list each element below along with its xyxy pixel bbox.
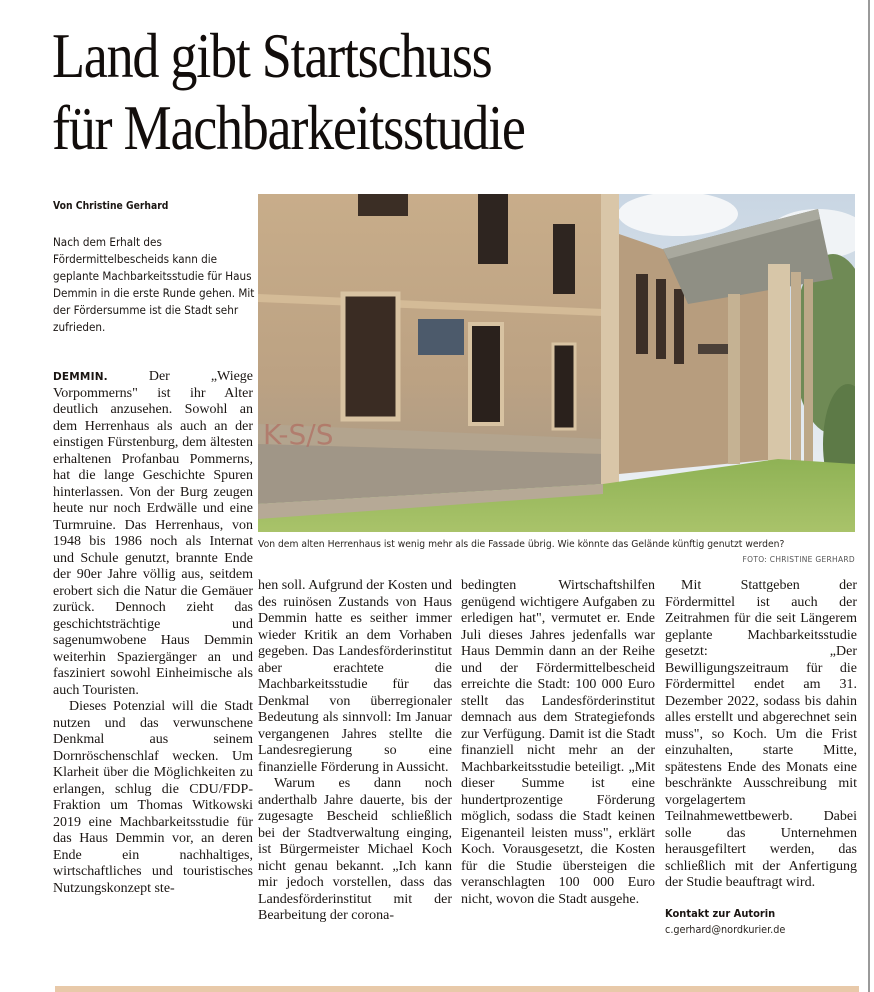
column-1 xyxy=(53,369,253,897)
article-photo xyxy=(258,194,855,532)
column-2 xyxy=(258,578,452,925)
paragraph-6: Mit Stattgeben der Fördermittel ist auch der Zeitrahmen für die seit Längerem geplante Machbarkeitsstudie gesetzt: „Der Bewilligungszeitraum für die Fördermittel endet am 31. Dezember 2022, sodass bis dahin alles erstellt und abgerechnet sein muss", so Koch. Um die Frist einzuhalten, starte Mitte, spätestens Ende des Monats eine beschränkte Ausschreibung mit vorgelagertem Teilnahmewettbewerb. Dabei solle das Unternehmen herausgefiltert werden, das schließlich mit der Anfertigung der Studie beauftragt wird. xyxy=(665,578,857,890)
manor-house-photo xyxy=(258,194,855,532)
photo-credit: FOTO: CHRISTINE GERHARD xyxy=(742,555,855,564)
paragraph-5: bedingten Wirtschaftshilfen genügend wichtigere Aufgaben zu erledigen hat", vermutet er. Ende Juli dieses Jahres jedenfalls war Haus Demmin dann an der Reihe und der Fördermittelbescheid erreichte die Stadt: 100 000 Euro stellt das Landesförderinstitut demnach aus dem Strategiefonds zur Verfügung. Damit ist die Stadt finanziell nicht mehr an der Machbarkeitsstudie beteiligt. „Mit dieser Summe ist eine hundertprozentige Förderung möglich, sodass die Stadt keinen Eigenanteil leisten muss", erklärt Koch. Vorausgesetzt, die Kosten für die Studie übersteigen die veranschlagten 100 000 Euro nicht, wovon die Stadt ausgehe. xyxy=(461,578,655,907)
byline: Von Christine Gerhard xyxy=(53,200,169,212)
paragraph-4: Warum es dann noch anderthalb Jahre dauerte, bis der zugesagte Bescheid schließlich bei der Stadtverwaltung einging, ist Bürgermeister Michael Koch nicht genau bekannt. „Ich kann mir jedoch vorstellen, dass das Landesförderinstitut mit der Bearbeitung der corona- xyxy=(258,776,452,923)
headline-line-2: für Machbarkeitsstudie xyxy=(52,93,525,163)
paragraph-3: hen soll. Aufgrund der Kosten und des ruinösen Zustands von Haus Demmin hatte es seither immer wieder Kritik an dem Vorhaben gegeben. Das Landesförderinstitut aber erachtete die Machbarkeitsstudie für das Denkmal von überregionaler Bedeutung als sinnvoll: Im Januar vergangenen Jahres stellte die Landesregierung so eine finanzielle Förderung in Aussicht. xyxy=(258,578,452,775)
paragraph-1-text: Der „Wiege Vorpommerns" ist ihr Alter deutlich anzusehen. Sowohl an dem Herrenhaus als auch an der einstigen Fürstenburg, dem ältesten erhaltenen Profanbau Pommerns, hat die lange Geschichte Spuren hinterlassen. Von der Burg zeugen heute nur noch Erdwälle und eine Turmruine. Das Herrenhaus, von 1948 bis 1986 noch als Internat und Schule genutzt, brannte Ende der 90er Jahre völlig aus, seitdem erobert sich die Natur die Gemäuer zurück. Dennoch zieht das geschichtsträchtige und sagenumwobene Haus Demmin weiterhin Spaziergänger an und fasziniert sowohl Einheimische als auch Touristen. xyxy=(53,369,254,698)
photo-caption xyxy=(258,538,855,564)
headline-line-1: Land gibt Startschuss xyxy=(52,21,492,91)
dateline: DEMMIN. xyxy=(53,371,108,383)
paragraph-2: Dieses Potenzial will die Stadt nutzen und das verwunschene Denkmal aus seinem Dornröschenschlaf wecken. Um Klarheit über die Möglichkeiten zu erlangen, schlug die CDU/FDP-Fraktion um Thomas Witkowski 2019 eine Machbarkeitsstudie für das Haus Demmin vor, an deren Ende ein nachhaltiges, wirtschaftliches und touristisches Nutzungskonzept ste- xyxy=(53,699,253,896)
column-3 xyxy=(461,578,655,908)
author-contact xyxy=(665,906,857,939)
svg-text:K-S/S: K-S/S xyxy=(263,418,334,451)
lead-paragraph: Nach dem Erhalt des Fördermittelbescheids kann die geplante Machbarkeitsstudie für Haus Demmin in die erste Runde gehen. Mit der Fördersumme ist die Stadt sehr zufrieden. xyxy=(53,235,255,334)
headline xyxy=(52,20,740,164)
contact-email-link[interactable]: c.gerhard@nordkurier.de xyxy=(665,923,786,936)
contact-label: Kontakt zur Autorin xyxy=(665,906,776,920)
paragraph-1 xyxy=(53,369,253,699)
page-edge-rule xyxy=(868,0,870,992)
bottom-accent-band xyxy=(55,986,859,992)
column-4 xyxy=(665,578,857,939)
caption-text: Von dem alten Herrenhaus ist wenig mehr als die Fassade übrig. Wie könnte das Gelände künftig genutzt werden? xyxy=(258,539,785,550)
